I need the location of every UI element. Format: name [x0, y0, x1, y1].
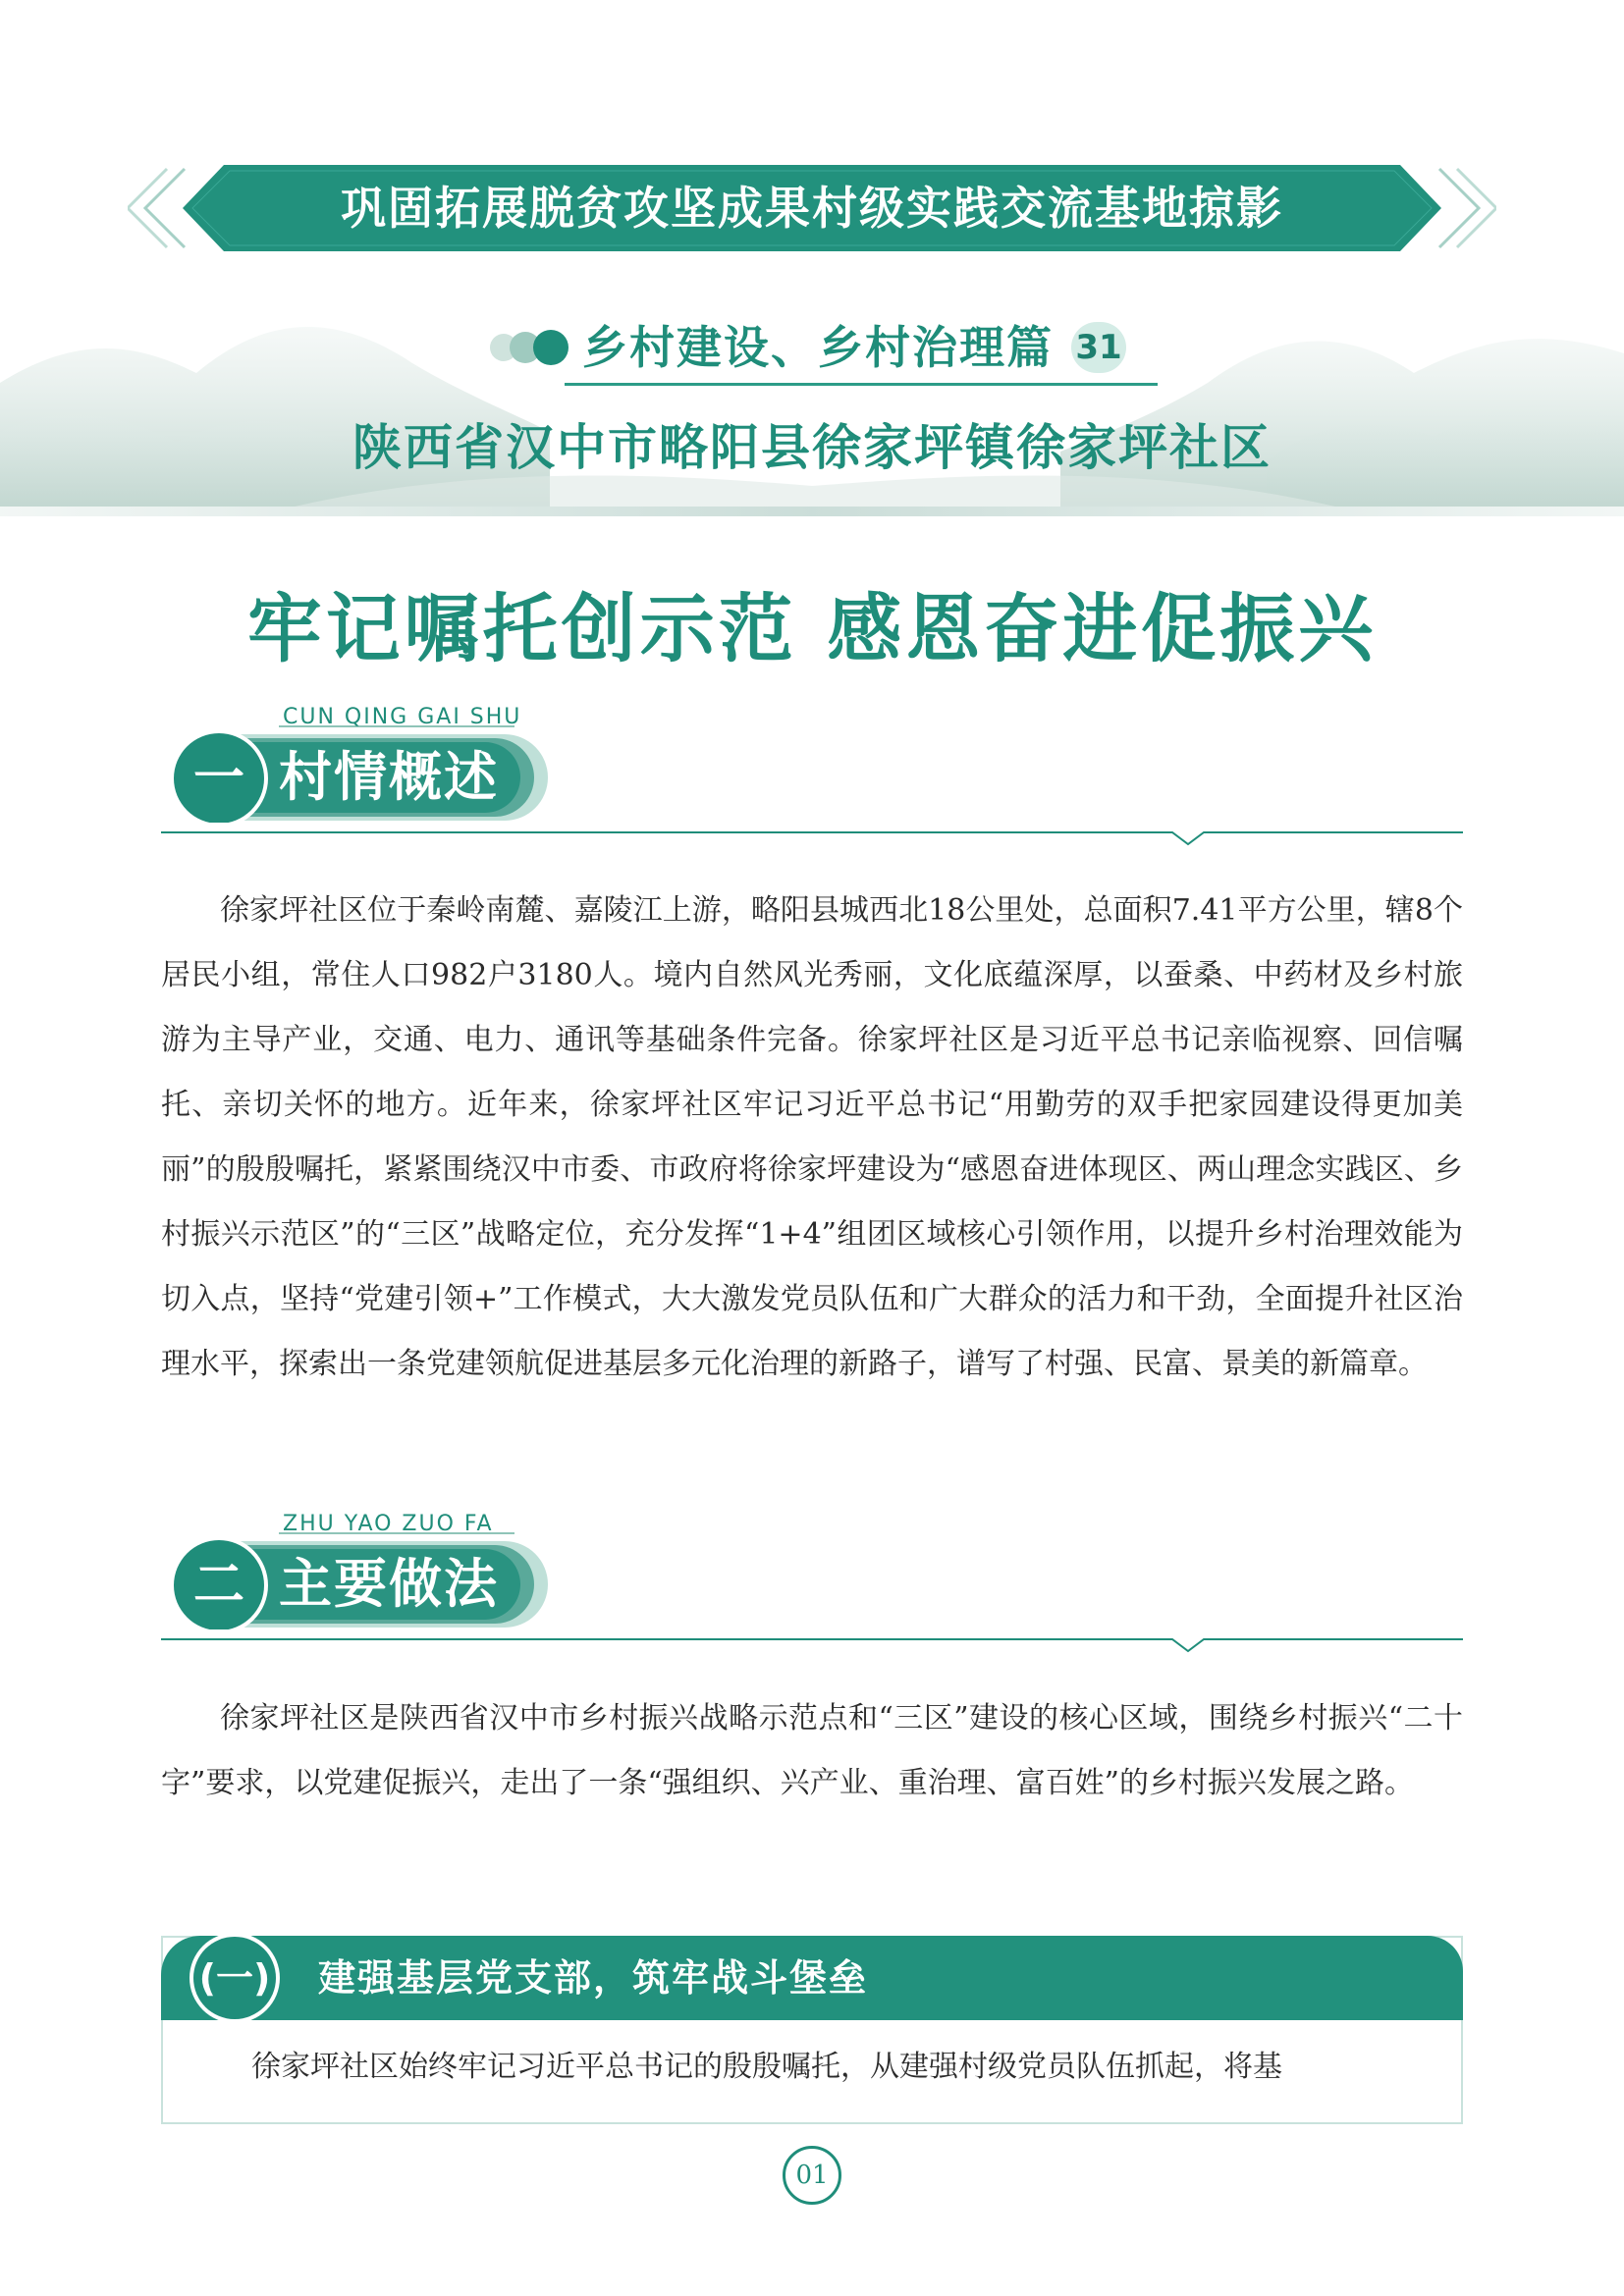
chapter-dots-icon — [486, 312, 574, 383]
chapter-number-badge: 31 — [1071, 322, 1126, 373]
banner-title: 巩固拓展脱贫攻坚成果村级实践交流基地掠影 — [341, 182, 1283, 235]
section-header-1 — [161, 705, 573, 823]
chapter-row — [486, 312, 1154, 383]
section-divider — [161, 823, 1463, 846]
community-title: 陕西省汉中市略阳县徐家坪镇徐家坪社区 — [352, 419, 1272, 476]
chapter-label: 乡村建设、乡村治理篇 — [582, 321, 1054, 374]
section-2-paragraph: 徐家坪社区是陕西省汉中市乡村振兴战略示范点和“三区”建设的核心区域，围绕乡村振兴“二十字”要求，以党建促振兴，走出了一条“强组织、兴产业、重治理、富百姓”的乡村振兴发展之路。 — [161, 1701, 1463, 1800]
subsection-paragraph: 徐家坪社区始终牢记习近平总书记的殷殷嘱托，从建强村级党员队伍抓起，将基 — [251, 2050, 1282, 2084]
section-1-paragraph: 徐家坪社区位于秦岭南麓、嘉陵江上游，略阳县城西北18公里处，总面积7.41平方公里，辖8个居民小组，常住人口982户3180人。境内自然风光秀丽，文化底蕴深厚，以蚕桑、中药材及乡村旅游为主导产业，交通、电力、通讯等基础条件完备。徐家坪社区是习近平总书记亲临视察、回信嘱托、亲切关怀的地方。近年来，徐家坪社区牢记习近平总书记“用勤劳的双手把家园建设得更加美丽”的殷殷嘱托，紧紧围绕汉中市委、市政府将徐家坪建设为“感恩奋进体现区、两山理念实践区、乡村振兴示范区”的“三区”战略定位，充分发挥“1+4”组团区域核心引领作用，以提升乡村治理效能为切入点，坚持“党建引领+”工作模式，大大激发党员队伍和广大群众的活力和干劲，全面提升社区治理水平，探索出一条党建领航促进基层多元化治理的新路子，谱写了村强、民富、景美的新篇章。 — [161, 893, 1463, 1381]
section-number: 二 — [192, 1556, 244, 1615]
section-pinyin: ZHU YAO ZUO FA — [283, 1512, 494, 1536]
header-band — [0, 507, 1624, 516]
subsection-header — [161, 1936, 1463, 2020]
top-banner — [128, 165, 1496, 251]
section-title: 主要做法 — [279, 1553, 499, 1615]
chapter-underline — [565, 383, 1158, 386]
mountain-illustration — [0, 265, 1624, 520]
subsection-number: (一) — [198, 1956, 271, 2000]
section-pinyin: CUN QING GAI SHU — [283, 705, 522, 729]
section-title: 村情概述 — [279, 746, 499, 808]
section-number: 一 — [192, 749, 244, 808]
main-title: 牢记嘱托创示范 感恩奋进促振兴 — [246, 585, 1378, 672]
page-number: 01 — [783, 2146, 841, 2205]
section-divider — [161, 1629, 1463, 1653]
section-header-2 — [161, 1512, 573, 1629]
subsection-title: 建强基层党支部，筑牢战斗堡垒 — [318, 1956, 869, 2000]
